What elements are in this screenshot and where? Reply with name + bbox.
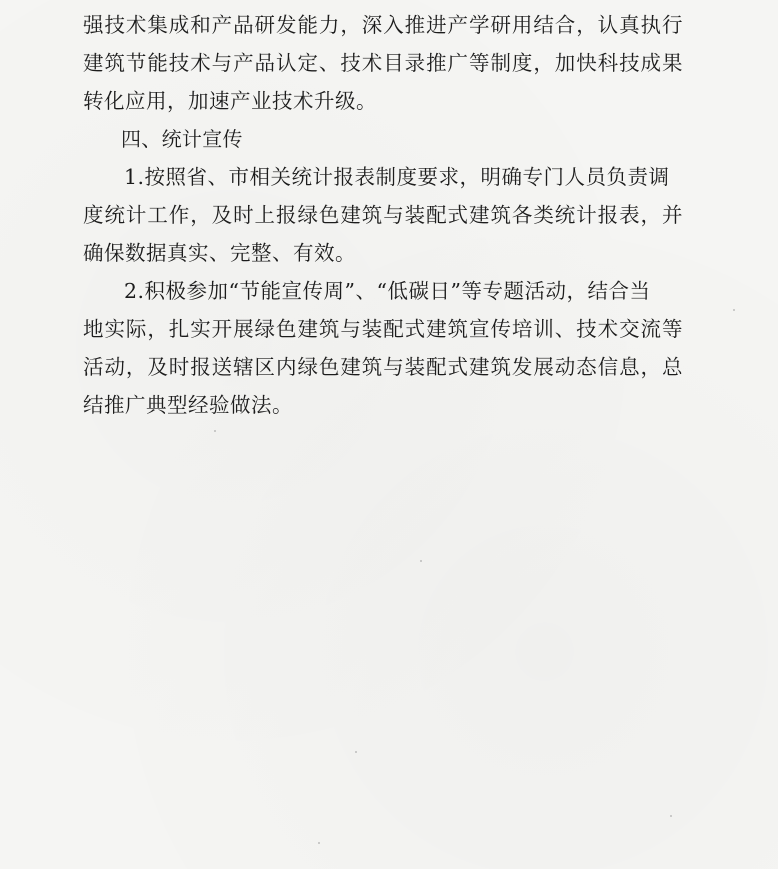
item2-line: 地实际，扎实开展绿色建筑与装配式建筑宣传培训、技术交流等 <box>83 317 683 341</box>
body-line: 建筑节能技术与产品认定、技术目录推广等制度，加快科技成果 <box>83 51 683 75</box>
item1-line: 度统计工作，及时上报绿色建筑与装配式建筑各类统计报表，并 <box>83 203 683 227</box>
scan-speck <box>670 815 672 817</box>
scan-speck <box>733 309 735 311</box>
body-line: 强技术集成和产品研发能力，深入推进产学研用结合，认真执行 <box>83 13 683 37</box>
item1-line: 确保数据真实、完整、有效。 <box>83 241 356 265</box>
body-line: 转化应用，加速产业技术升级。 <box>83 89 377 113</box>
item2-line: 结推广典型经验做法。 <box>83 393 293 417</box>
scan-speck <box>214 430 216 432</box>
document-body <box>83 6 683 424</box>
item1-line: 1.按照省、市相关统计报表制度要求，明确专门人员负责调 <box>124 165 670 189</box>
scan-speck <box>318 842 320 844</box>
scan-speck <box>420 560 422 562</box>
section-heading: 四、统计宣传 <box>121 127 243 151</box>
scan-speck <box>355 751 357 753</box>
item2-line: 2.积极参加“节能宣传周”、“低碳日”等专题活动，结合当 <box>124 279 651 303</box>
item2-line: 活动，及时报送辖区内绿色建筑与装配式建筑发展动态信息，总 <box>83 355 683 379</box>
